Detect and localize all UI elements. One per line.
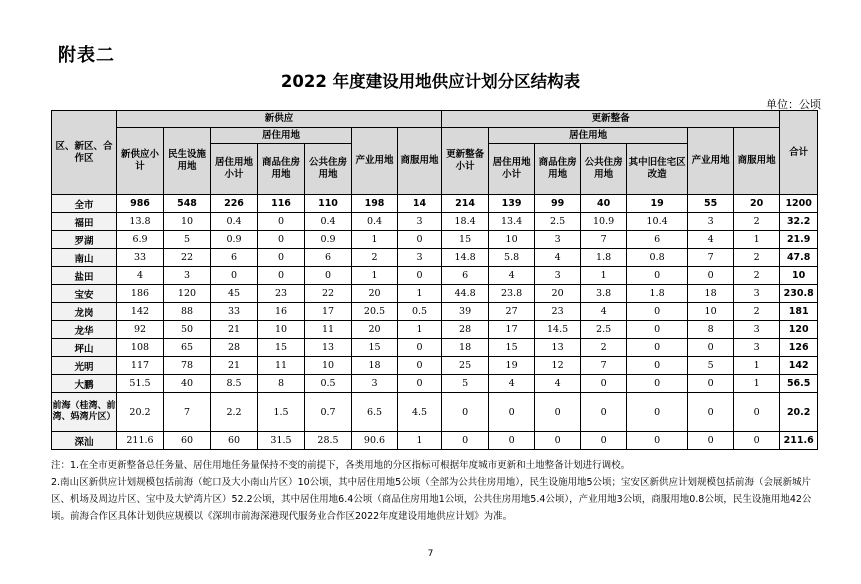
table-row <box>52 321 818 339</box>
header-group-new: 新供应 <box>117 111 442 128</box>
table-cell: 60 <box>164 432 211 450</box>
table-row <box>52 267 818 285</box>
table-cell: 4 <box>688 231 734 249</box>
supply-table <box>51 110 818 450</box>
notes <box>51 457 821 525</box>
table-row <box>52 432 818 450</box>
table-cell: 5 <box>442 375 489 393</box>
table-cell: 21 <box>211 321 258 339</box>
table-cell: 7 <box>581 231 627 249</box>
row-label: 光明 <box>52 357 117 375</box>
header-group-renew: 更新整备 <box>442 111 780 128</box>
note-2: 2.南山区新供应计划规模包括前海（蛇口及大小南山片区）10公顷，其中居住用地5公顷（全部为公共住房用地），民生设施用地5公顷；宝安区新供应计划规模包括前海（会展新城片区、机场及周边片区、宝中及大铲湾片区）52.2公顷，其中居住用地6.4公顷（商品住房用地1公顷，公共住房用地5.4公顷），产业用地3公顷，商服用地0.8公顷，民生设施用地42公顷。前海合作区具体计划供应规模以《深圳市前海深港现代服务业合作区2022年度建设用地供应计划》为准。 <box>51 477 812 522</box>
table-row <box>52 375 818 393</box>
table-row <box>52 249 818 267</box>
header-renew-subtotal: 更新整备小计 <box>442 128 489 195</box>
table-cell: 1 <box>398 432 442 450</box>
row-label: 罗湖 <box>52 231 117 249</box>
table-cell: 186 <box>117 285 164 303</box>
table-cell: 0 <box>211 267 258 285</box>
table-cell: 120 <box>780 321 818 339</box>
table-cell: 10 <box>489 231 535 249</box>
table-cell: 65 <box>164 339 211 357</box>
table-cell: 55 <box>688 195 734 213</box>
table-cell: 108 <box>117 339 164 357</box>
table-cell: 40 <box>164 375 211 393</box>
table-cell: 4 <box>117 267 164 285</box>
table-cell: 23.8 <box>489 285 535 303</box>
table-cell: 0.5 <box>398 303 442 321</box>
table-cell: 90.6 <box>352 432 398 450</box>
table-cell: 28 <box>211 339 258 357</box>
header-new-subtotal: 新供应小计 <box>117 128 164 195</box>
table-cell: 0 <box>489 432 535 450</box>
table-cell: 15 <box>352 339 398 357</box>
table-cell: 27 <box>489 303 535 321</box>
header-new-res-subtotal: 居住用地小计 <box>211 144 258 195</box>
table-cell: 10 <box>164 213 211 231</box>
table-cell: 13 <box>305 339 352 357</box>
table-cell: 0 <box>398 357 442 375</box>
row-label: 大鹏 <box>52 375 117 393</box>
table-cell: 18 <box>688 285 734 303</box>
row-label: 盐田 <box>52 267 117 285</box>
table-cell: 0 <box>581 375 627 393</box>
table-cell: 4 <box>581 303 627 321</box>
table-cell: 0 <box>258 249 305 267</box>
table-cell: 5 <box>164 231 211 249</box>
table-cell: 5 <box>688 357 734 375</box>
table-cell: 20 <box>535 285 581 303</box>
table-cell: 0 <box>688 339 734 357</box>
table-cell: 0 <box>627 432 688 450</box>
table-cell: 15 <box>258 339 305 357</box>
table-cell: 3 <box>535 267 581 285</box>
table-cell: 0 <box>627 339 688 357</box>
table-cell: 0 <box>627 321 688 339</box>
table-cell: 0.5 <box>305 375 352 393</box>
table-cell: 60 <box>211 432 258 450</box>
table-cell: 6.5 <box>352 393 398 432</box>
table-cell: 3 <box>535 231 581 249</box>
table-row <box>52 285 818 303</box>
table-cell: 39 <box>442 303 489 321</box>
table-cell: 12 <box>535 357 581 375</box>
page-number: 7 <box>427 549 434 559</box>
table-row <box>52 393 818 432</box>
table-row <box>52 357 818 375</box>
table-row <box>52 213 818 231</box>
table-cell: 1.5 <box>258 393 305 432</box>
table-cell: 0 <box>398 231 442 249</box>
header-renew-industrial: 产业用地 <box>688 128 734 195</box>
table-cell: 3 <box>734 339 780 357</box>
table-cell: 23 <box>535 303 581 321</box>
table-cell: 0.4 <box>352 213 398 231</box>
table-cell: 10 <box>688 303 734 321</box>
table-cell: 8 <box>258 375 305 393</box>
table-cell: 99 <box>535 195 581 213</box>
header-new-public: 公共住房用地 <box>305 144 352 195</box>
table-cell: 0 <box>688 432 734 450</box>
table-cell: 32.2 <box>780 213 818 231</box>
table-cell: 23 <box>258 285 305 303</box>
table-cell: 6 <box>442 267 489 285</box>
table-cell: 116 <box>258 195 305 213</box>
table-cell: 986 <box>117 195 164 213</box>
row-label: 南山 <box>52 249 117 267</box>
table-cell: 0 <box>688 375 734 393</box>
table-cell: 110 <box>305 195 352 213</box>
table-cell: 1.8 <box>627 285 688 303</box>
table-cell: 20.2 <box>117 393 164 432</box>
table-cell: 50 <box>164 321 211 339</box>
table-cell: 7 <box>164 393 211 432</box>
table-cell: 0 <box>258 231 305 249</box>
table-cell: 10.9 <box>581 213 627 231</box>
table-cell: 0 <box>627 393 688 432</box>
table-cell: 3 <box>398 249 442 267</box>
table-cell: 0.7 <box>305 393 352 432</box>
header-renew-urban-village: 其中旧住宅区改造 <box>627 144 688 195</box>
note-1: 注：1.在全市更新整备总任务量、居住用地任务量保持不变的前提下，各类用地的分区指标可根据年度城市更新和土地整备计划进行调校。 <box>51 460 631 471</box>
table-cell: 5.8 <box>489 249 535 267</box>
header-renew-commercial: 商服用地 <box>734 128 780 195</box>
table-cell: 2 <box>352 249 398 267</box>
table-cell: 0 <box>627 357 688 375</box>
table-cell: 2 <box>734 249 780 267</box>
table-cell: 14 <box>398 195 442 213</box>
table-cell: 2.5 <box>535 213 581 231</box>
table-cell: 0.8 <box>627 249 688 267</box>
table-cell: 6 <box>305 249 352 267</box>
table-cell: 0 <box>258 213 305 231</box>
table-cell: 11 <box>305 321 352 339</box>
table-row <box>52 195 818 213</box>
row-label: 福田 <box>52 213 117 231</box>
header-new-commodity: 商品住房用地 <box>258 144 305 195</box>
table-cell: 56.5 <box>780 375 818 393</box>
header-renew-residential: 居住用地 <box>489 128 688 144</box>
table-cell: 6.9 <box>117 231 164 249</box>
table-cell: 40 <box>581 195 627 213</box>
table-cell: 181 <box>780 303 818 321</box>
table-cell: 16 <box>258 303 305 321</box>
table-cell: 17 <box>305 303 352 321</box>
table-cell: 0 <box>581 432 627 450</box>
table-cell: 0.9 <box>305 231 352 249</box>
table-cell: 0 <box>535 393 581 432</box>
table-cell: 4 <box>535 375 581 393</box>
table-cell: 0 <box>442 432 489 450</box>
table-cell: 2.5 <box>581 321 627 339</box>
table-body <box>52 195 818 450</box>
table-cell: 33 <box>117 249 164 267</box>
table-cell: 14.5 <box>535 321 581 339</box>
table-cell: 20 <box>352 321 398 339</box>
table-cell: 0 <box>627 303 688 321</box>
table-cell: 4 <box>535 249 581 267</box>
table-cell: 0.4 <box>211 213 258 231</box>
table-cell: 6 <box>627 231 688 249</box>
table-cell: 142 <box>117 303 164 321</box>
table-cell: 214 <box>442 195 489 213</box>
table-cell: 33 <box>211 303 258 321</box>
table-cell: 0 <box>688 267 734 285</box>
table-cell: 120 <box>164 285 211 303</box>
table-cell: 0 <box>734 393 780 432</box>
table-cell: 1 <box>352 267 398 285</box>
table-cell: 8 <box>688 321 734 339</box>
table-cell: 3 <box>734 321 780 339</box>
table-cell: 45 <box>211 285 258 303</box>
table-cell: 18 <box>352 357 398 375</box>
table-cell: 1 <box>398 285 442 303</box>
table-cell: 126 <box>780 339 818 357</box>
table-cell: 0 <box>535 432 581 450</box>
table-cell: 21 <box>211 357 258 375</box>
page-header: 附表二 <box>58 45 115 66</box>
table-cell: 1 <box>352 231 398 249</box>
table-cell: 2 <box>734 267 780 285</box>
table-cell: 1 <box>734 375 780 393</box>
table-cell: 2 <box>734 303 780 321</box>
table-cell: 10 <box>780 267 818 285</box>
row-label: 宝安 <box>52 285 117 303</box>
table-cell: 230.8 <box>780 285 818 303</box>
table-cell: 25 <box>442 357 489 375</box>
header-new-commercial: 商服用地 <box>398 128 442 195</box>
table-cell: 4.5 <box>398 393 442 432</box>
table-cell: 0 <box>398 339 442 357</box>
row-label: 前海（桂湾、前湾、妈湾片区） <box>52 393 117 432</box>
table-cell: 13 <box>535 339 581 357</box>
table-cell: 78 <box>164 357 211 375</box>
table-cell: 226 <box>211 195 258 213</box>
table-cell: 1.8 <box>581 249 627 267</box>
row-label: 全市 <box>52 195 117 213</box>
table-cell: 17 <box>489 321 535 339</box>
header-renew-res-subtotal: 居住用地小计 <box>489 144 535 195</box>
table-cell: 6 <box>211 249 258 267</box>
table-cell: 15 <box>442 231 489 249</box>
table-cell: 2.2 <box>211 393 258 432</box>
table-cell: 92 <box>117 321 164 339</box>
table-cell: 1200 <box>780 195 818 213</box>
row-label: 深汕 <box>52 432 117 450</box>
table-cell: 44.8 <box>442 285 489 303</box>
table-cell: 3 <box>352 375 398 393</box>
table-cell: 31.5 <box>258 432 305 450</box>
table-cell: 10 <box>258 321 305 339</box>
table-row <box>52 303 818 321</box>
table-cell: 21.9 <box>780 231 818 249</box>
table-cell: 0 <box>734 432 780 450</box>
table-cell: 0 <box>305 267 352 285</box>
table-cell: 548 <box>164 195 211 213</box>
table-cell: 0 <box>627 375 688 393</box>
table-cell: 198 <box>352 195 398 213</box>
header-renew-commodity: 商品住房用地 <box>535 144 581 195</box>
table-cell: 20 <box>734 195 780 213</box>
table-cell: 7 <box>688 249 734 267</box>
table-cell: 4 <box>489 375 535 393</box>
header-new-civil: 民生设施用地 <box>164 128 211 195</box>
table-cell: 0 <box>258 267 305 285</box>
table-cell: 13.8 <box>117 213 164 231</box>
table-cell: 1 <box>734 231 780 249</box>
table-cell: 0 <box>627 267 688 285</box>
header-total: 合计 <box>780 111 818 195</box>
table-cell: 28.5 <box>305 432 352 450</box>
row-label: 坪山 <box>52 339 117 357</box>
table-cell: 14.8 <box>442 249 489 267</box>
header-renew-public: 公共住房用地 <box>581 144 627 195</box>
header-region: 区、新区、合作区 <box>52 111 117 195</box>
table-cell: 0 <box>442 393 489 432</box>
table-cell: 0 <box>688 393 734 432</box>
table-cell: 2 <box>581 339 627 357</box>
table-cell: 1 <box>398 321 442 339</box>
table-cell: 8.5 <box>211 375 258 393</box>
table-cell: 20.5 <box>352 303 398 321</box>
table-cell: 15 <box>489 339 535 357</box>
table-cell: 1 <box>734 357 780 375</box>
header-new-industrial: 产业用地 <box>352 128 398 195</box>
row-label: 龙华 <box>52 321 117 339</box>
table-row <box>52 231 818 249</box>
table-cell: 51.5 <box>117 375 164 393</box>
table-cell: 18 <box>442 339 489 357</box>
unit-label: 单位：公顷 <box>766 98 821 111</box>
table-cell: 3 <box>398 213 442 231</box>
page-title: 2022 年度建设用地供应计划分区结构表 <box>280 72 581 91</box>
table-cell: 142 <box>780 357 818 375</box>
table-cell: 0 <box>581 393 627 432</box>
table-cell: 19 <box>489 357 535 375</box>
table-cell: 117 <box>117 357 164 375</box>
table-cell: 22 <box>305 285 352 303</box>
table-cell: 18.4 <box>442 213 489 231</box>
table-cell: 22 <box>164 249 211 267</box>
table-cell: 10.4 <box>627 213 688 231</box>
table-cell: 3 <box>164 267 211 285</box>
table-cell: 47.8 <box>780 249 818 267</box>
table-cell: 139 <box>489 195 535 213</box>
table-cell: 3 <box>688 213 734 231</box>
table-cell: 1 <box>581 267 627 285</box>
table-row <box>52 339 818 357</box>
table-cell: 4 <box>489 267 535 285</box>
table-cell: 0.9 <box>211 231 258 249</box>
table-cell: 10 <box>305 357 352 375</box>
table-cell: 11 <box>258 357 305 375</box>
table-cell: 2 <box>734 213 780 231</box>
table-cell: 13.4 <box>489 213 535 231</box>
table-cell: 19 <box>627 195 688 213</box>
table-cell: 0.4 <box>305 213 352 231</box>
table-cell: 20.2 <box>780 393 818 432</box>
table-cell: 28 <box>442 321 489 339</box>
table-cell: 0 <box>398 267 442 285</box>
row-label: 龙岗 <box>52 303 117 321</box>
table-cell: 3 <box>734 285 780 303</box>
header-new-residential: 居住用地 <box>211 128 352 144</box>
table-cell: 0 <box>489 393 535 432</box>
table-cell: 20 <box>352 285 398 303</box>
table-cell: 3.8 <box>581 285 627 303</box>
table-cell: 7 <box>581 357 627 375</box>
table-cell: 211.6 <box>780 432 818 450</box>
table-cell: 211.6 <box>117 432 164 450</box>
table-cell: 88 <box>164 303 211 321</box>
table-cell: 0 <box>398 375 442 393</box>
